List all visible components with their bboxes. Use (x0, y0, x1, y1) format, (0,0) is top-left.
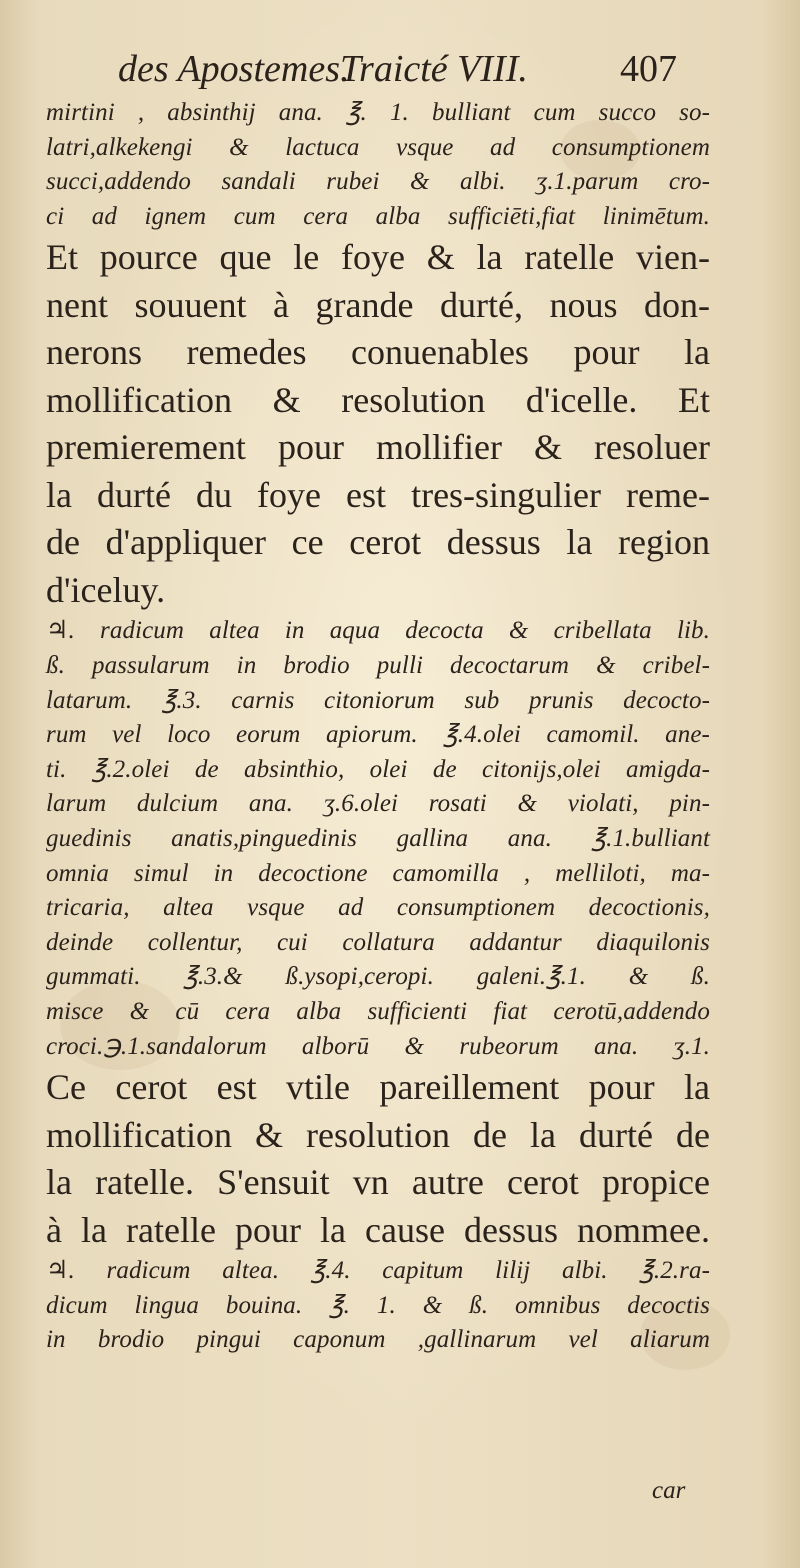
latin-recipe-line: guedinis anatis,pinguedinis gallina ana. ℥.1.bulliant (46, 824, 710, 852)
page-body-text (46, 96, 710, 1358)
latin-recipe-line: ♃. radicum altea in aqua decocta & cribellata lib. (46, 617, 710, 645)
latin-recipe-line: dicum lingua bouina. ℥. 1. & ß. omnibus decoctis (46, 1291, 710, 1319)
latin-recipe-line: rum vel loco eorum apiorum. ℥.4.olei camomil. ane- (46, 721, 710, 749)
latin-recipe-line: latarum. ℥.3. carnis citoniorum sub prunis decocto- (46, 686, 710, 714)
running-header (118, 44, 718, 94)
latin-recipe-line: omnia simul in decoctione camomilla , melliloti, ma- (46, 859, 710, 887)
latin-recipe-line: ß. passularum in brodio pulli decoctarum & cribel- (46, 651, 710, 679)
catchword: car (652, 1477, 686, 1504)
page-number: 407 (620, 48, 677, 90)
french-text-line: la ratelle. S'ensuit vn autre cerot propice (46, 1162, 710, 1203)
latin-recipe-line: mirtini , absinthij ana. ℥. 1. bulliant cum succo so- (46, 99, 710, 126)
french-text-line: la durté du foye est tres-singulier reme- (46, 474, 710, 515)
latin-recipe-line: gummati. ℥.3.& ß.ysopi,ceropi. galeni.℥.1. & ß. (46, 963, 710, 991)
latin-recipe-line: tricaria, altea vsque ad consumptionem decoctionis, (46, 894, 710, 922)
treatise-number: Traicté VIII. (340, 48, 528, 90)
french-text-line: d'iceluy. (46, 569, 166, 610)
french-text-line: Et pource que le foye & la ratelle vien- (46, 237, 710, 278)
latin-recipe-line: misce & cū cera alba sufficienti fiat cerotū,addendo (46, 997, 710, 1025)
latin-recipe-line: croci.℈.1.sandalorum alborū & rubeorum ana. ʒ.1. (46, 1032, 710, 1060)
french-text-line: premierement pour mollifier & resoluer (46, 427, 710, 468)
latin-recipe-line: ci ad ignem cum cera alba sufficiēti,fiat linimētum. (46, 202, 710, 230)
latin-recipe-line: ♃. radicum altea. ℥.4. capitum lilij albi. ℥.2.ra- (46, 1257, 710, 1285)
latin-recipe-line: deinde collentur, cui collatura addantur diaquilonis (46, 928, 710, 956)
running-title: des Apostemes. (118, 48, 350, 90)
latin-recipe-line: ti. ℥.2.olei de absinthio, olei de citonijs,olei amigda- (46, 755, 710, 783)
latin-recipe-line: latri,alkekengi & lactuca vsque ad consumptionem (46, 133, 710, 161)
french-text-line: à la ratelle pour la cause dessus nommee. (46, 1209, 710, 1250)
latin-recipe-line: in brodio pingui caponum ,gallinarum vel aliarum (46, 1326, 710, 1354)
french-text-line: de d'appliquer ce cerot dessus la region (46, 522, 710, 563)
french-text-line: nent souuent à grande durté, nous don- (46, 284, 710, 325)
french-text-line: mollification & resolution de la durté de (46, 1114, 710, 1155)
latin-recipe-line: succi,addendo sandali rubei & albi. ʒ.1.parum cro- (46, 168, 710, 196)
french-text-line: Ce cerot est vtile pareillement pour la (46, 1067, 710, 1108)
latin-recipe-line: larum dulcium ana. ʒ.6.olei rosati & violati, pin- (46, 790, 710, 818)
french-text-line: mollification & resolution d'icelle. Et (46, 379, 710, 420)
french-text-line: nerons remedes conuenables pour la (46, 332, 710, 373)
